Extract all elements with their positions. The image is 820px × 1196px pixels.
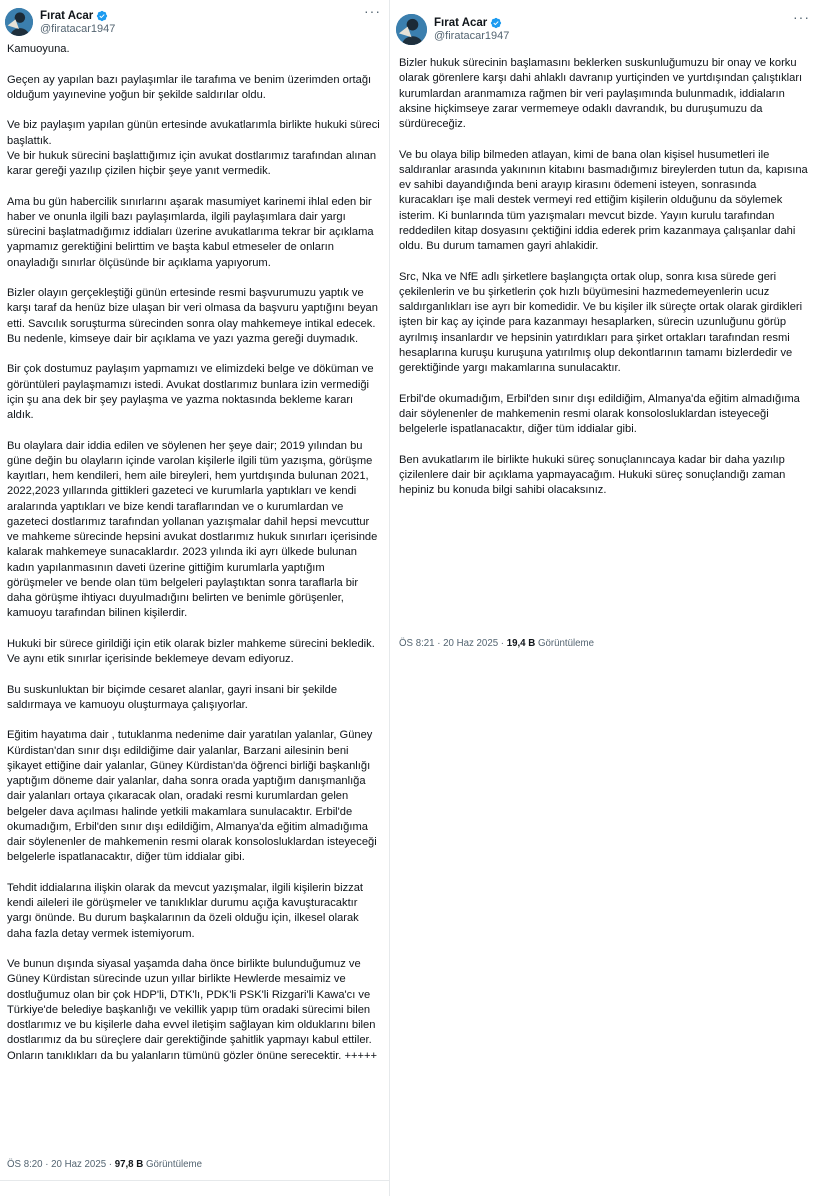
author-name[interactable]: Fırat Acar — [40, 9, 94, 22]
tweet-paragraph: Eğitim hayatıma dair , tutuklanma nedenime dair yaratılan yalanlar, Güney Kürdistan'dan sınır dışı edildiğime dair yalanlar, Barzani ailesinin beni şikayet ettiğine dair yalanlar, Güney Kürdistan'da öğrenci birliği başkanlığı yaptığım döneme dair yalanlar, daha sonra orada yaptığım danışmanlığa dair yalanları ortaya çıkaracak olan, oradaki resmi kurumlardan gelen belgeler dava açılması halinde yetkili makamlara sunulacaktır. Erbil'de okumadığım, Erbil'den sınır dışı edildiğim, Almanya'da eğitim almadığıma dair söylenenler de mahkemenin resmi olarak konsolosluklardan isteyeceği belgelerle ispatlanacaktır, diğer tüm iddialar gibi. — [7, 729, 377, 864]
tweet-2 — [390, 0, 820, 700]
divider — [0, 1180, 389, 1181]
views-count: 19,4 B — [506, 638, 536, 649]
author-identity — [40, 9, 115, 36]
tweet-paragraph: Bu olaylara dair iddia edilen ve söylenen her şeye dair; 2019 yılından bu güne değin bu olayların içinde varolan kişilerle ilgili tüm yazışma, görüşme kayıtları, hem kendileri, hem aile bireyleri, hem yurtdışında bulunan 2021, 2022,2023 yıllarında gittikleri gazeteci ve kurumlarla yaptıkları ve kendi aralarında yaptıkları ve bize kendi taraflarından ve o kurumlardan ve gazeteci dostlarımız tarafından yollanan yazışmalar dahil hepsi mevcuttur ve mahkeme sürecinde hepsini avukat dostlarımız hukuk sınırları içerisinde kalarak mahkemeye sunacaklardır. 2023 yılında iki ayrı ülkede bulunan kadın yapılanmasının daveti üzerine gittiğim kurumlarla yaptığım görüşmeler ve bende olan tüm belgeleri paylaştıktan sonra taraflarla bir daha görüşme ihtiyacı duyulmadığını belirten ve benimle görüşenler, kamuoyu tarafından bilinen kişilerdir. — [7, 439, 378, 620]
author-name-row — [434, 16, 509, 30]
tweet-1 — [0, 0, 390, 1196]
profile-photo-icon — [396, 14, 427, 45]
tweet-paragraph: Erbil'de okumadığım, Erbil'den sınır dışı edildiğim, Almanya'da eğitim almadığıma dair söylenenler de mahkemenin resmi olarak konsolosluklardan isteyeceği belgelerle ispatlanacaktır, diğer tüm iddialar gibi. — [399, 392, 800, 435]
tweet-paragraph: Kamuoyuna. — [7, 43, 70, 55]
author-handle[interactable]: @firatacar1947 — [434, 30, 510, 42]
tweet-paragraph: Bizler olayın gerçekleştiği günün ertesinde resmi başvurumuzu yaptık ve karşı taraf da henüz bize ulaşan bir veri olmasa da başvuru yaptığını beyan etti. Savcılık soruşturma sürecinden sonra olay mahkemeye intikal edecek. Bu nedenle, kimseye dair bir açıklama ve yazı yazma gereği duymadık. — [7, 287, 378, 345]
tweet-paragraph: Hukuki bir sürece girildiği için etik olarak bizler mahkeme sürecini bekledik. Ve aynı etik sınırlar içerisinde beklemeye devam ediyoruz. — [7, 637, 375, 665]
views-label: Görüntüleme — [537, 638, 594, 649]
tweet-paragraph: Ama bu gün habercilik sınırlarını aşarak masumiyet karinemi ihlal eden bir haber ve onunla ilgili bazı paylaşımlarda, ilgili paylaşımlara dair yargı sürecini başlatmadığımız iddiaları üzerine avukatlarıma tekrar bir açıklama yapmamız gerektiğini belirttim ve başta kabul etmeseler de onların onayladığı sınırlar ölçüsünde bir açıklama yapıyorum. — [7, 195, 374, 269]
tweet-text — [390, 50, 820, 498]
tweet-header — [390, 0, 820, 50]
tweet-timestamp[interactable]: ÖS 8:21 · 20 Haz 2025 — [399, 638, 499, 649]
meta-separator: · — [108, 1159, 115, 1170]
tweet-paragraph: Bu suskunluktan bir biçimde cesaret alanlar, gayri insani bir şekilde saldırmaya ve kamuoyu oluşturmaya çalışıyorlar. — [7, 683, 338, 711]
avatar[interactable] — [396, 14, 427, 45]
more-horizontal-icon[interactable]: ··· — [364, 3, 381, 19]
tweet-meta — [399, 637, 594, 651]
author-name-row — [40, 9, 115, 23]
more-horizontal-icon[interactable]: ··· — [793, 9, 810, 25]
tweet-paragraph: Src, Nka ve NfE adlı şirketlere başlangıçta ortak olup, sonra kısa sürede geri çekilenlerin ve bu şirketlerin çok hızlı büyümesini hazmedemeyenlerin ucuz saldırganlıkları ise ayrı bir komedidir. Ve bu kişiler ilk süreçte ortak olarak girdikleri işten bir kaç ay içinde para kazanmayı hesaplarken, sürecin uzunluğunu görüp ayrılmış insanlardır ve hepsinin yatırdıkları para şirket ortakları tarafından resmi hesaplarına kuruşu kuruşuna yatırılmış olup dekontlarının tamamı bizlerdedir ve gerektiğinde yargı makamlarına sunulacaktır. — [399, 270, 803, 374]
tweet-paragraph: Ben avukatlarım ile birlikte hukuki süreç sonuçlanıncaya kadar bir daha yazılıp çizilenlere dair bir açıklama yapmayacağım. Hukuki süreç sonuçlandığı zaman hepiniz bu konuda bilgi sahibi olacaksınız. — [399, 453, 786, 496]
author-name[interactable]: Fırat Acar — [434, 17, 488, 29]
verified-badge-icon[interactable] — [490, 17, 502, 29]
verified-badge-icon[interactable] — [96, 10, 108, 22]
tweet-paragraph: Geçen ay yapılan bazı paylaşımlar ile tarafıma ve benim üzerimden ortağı olduğum yayınevine yoğun bir şekilde saldırılar oldu. — [7, 73, 372, 101]
tweet-meta — [7, 1158, 202, 1172]
tweet-header — [0, 0, 389, 38]
tweet-paragraph: Bizler hukuk sürecinin başlamasını beklerken suskunluğumuzu bir onay ve korku olarak görenlere karşı dahi ahlaklı davranıp yurtiçinden ve yurtdışından çalıştıkları kurumlardan aranmamıza rağmen bir veri paylaşımında bulunmadık, iddiaların aksine hiçkimseye zarar vermemeye odaklı davrandık, bu duruşumuzu da sürdüreceğiz. — [399, 57, 803, 130]
meta-separator: · — [500, 638, 507, 649]
views-count: 97,8 B — [114, 1159, 144, 1170]
author-identity — [434, 16, 509, 43]
author-handle[interactable]: @firatacar1947 — [40, 22, 116, 35]
tweet-paragraph: Ve biz paylaşım yapılan günün ertesinde avukatlarımla birlikte hukuki süreci başlattık. Ve bir hukuk sürecini başlattığımız için avukat dostlarımız tarafından alınan karar gereği yazılıp çizilen hiçbir şeye yanıt vermedik. — [7, 119, 380, 177]
avatar[interactable] — [5, 8, 33, 36]
tweet-paragraph: Tehdit iddialarına ilişkin olarak da mevcut yazışmalar, ilgili kişilerin bizzat kendi aileleri ile görüşmeler ve tanıklıklar durumu açığa kavuşturacaktır yargı önünde. Bu durum başkalarının da özeli olduğu için, ilkesel olarak daha fazla detay vermek istemiyorum. — [7, 881, 364, 940]
tweet-timestamp[interactable]: ÖS 8:20 · 20 Haz 2025 — [7, 1159, 107, 1170]
tweet-paragraph: Ve bunun dışında siyasal yaşamda daha önce birlikte bulunduğumuz ve Güney Kürdistan sürecinde uzun yıllar birlikte Hewlerde mesaimiz ve dostluğumuz olan bir çok HDP'li, DTK'lı, PDK'li PSK'li Rizgari'li Kawa'cı ve Türkiye'de belediye başkanlığı ve vekillik yapıp tüm oradaki sürecimi bilen dostlarımız ve bu kişilerle daha evvel iletişim sağlayan kim olduklarını bilen dostlarımız da bu süreçlere dair gerektiğinde şahitlik yapmayı kabul ettiler. Onların tanıklıkları da bu yalanların tümünü gözler önüne serecektir. +++++ — [7, 958, 378, 1062]
profile-photo-icon — [5, 8, 33, 36]
tweet-text — [0, 38, 389, 1064]
tweet-paragraph: Ve bu olaya bilip bilmeden atlayan, kimi de bana olan kişisel husumetleri ile saldıranlar arasında yakınının kitabını basmadığımız bireylerden tutun da, kapısına ev sahibi dayandığında beni arayıp kirasını ödemeni isteyen, sonrasında kuracakları işe mali destek vermeyi red ettiğim kişilerin olduğunu da söylemek isterim. Ki bunlarında tüm yazışmaları mevcut bizde. Yayın kurulu tarafından reddedilen kitap dosyasını çektiğini iddia ederek prim kazanmaya çalışanlar dahi oldu. Bu durum tamamen gayri ahlakidir. — [399, 148, 808, 252]
views-label: Görüntüleme — [145, 1159, 202, 1170]
tweet-paragraph: Bir çok dostumuz paylaşım yapmamızı ve elimizdeki belge ve döküman ve görüntüleri paylaşmamızı istedi. Avukat dostlarımız bunlara izin vermediği için şu ana dek bir şey paylaşma ve yazma noktasında bekleme kararı aldık. — [7, 363, 374, 421]
